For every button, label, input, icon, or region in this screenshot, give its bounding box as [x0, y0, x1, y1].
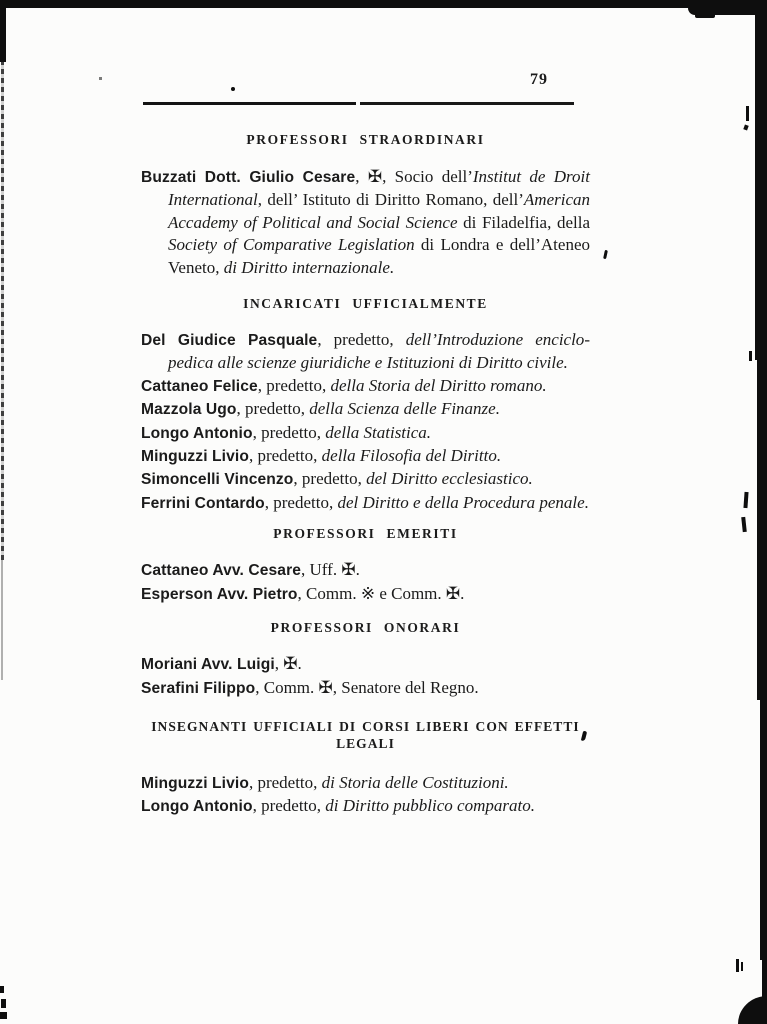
scan-speck: [743, 492, 748, 508]
entry-name: Serafini Filippo: [141, 679, 256, 697]
scan-speck: [743, 124, 748, 130]
entry-list: [141, 166, 590, 279]
entry-subject: di Diritto pubblico comparato.: [325, 796, 535, 816]
entry: [141, 583, 590, 606]
entry: [141, 422, 590, 445]
section-heading: INSEGNANTI UFFICIALI DI CORSI LIBERI CON EFFETTI LEGALI: [151, 718, 580, 751]
entry-subject: Institut de Droit International: [168, 167, 590, 210]
page-content: [141, 70, 590, 819]
entry-subject: di Diritto internazionale.: [223, 257, 395, 277]
scan-speck: [0, 1012, 7, 1019]
entry-plain: , predetto,: [252, 796, 326, 816]
entry-plain: , predetto,: [293, 469, 367, 489]
section: [141, 131, 590, 279]
scan-speck: [99, 77, 102, 80]
entry-subject: della Statistica.: [325, 422, 432, 442]
entry-plain: , predetto,: [252, 422, 326, 442]
entry-plain: , ✠, Socio dell’: [355, 167, 473, 186]
entry-name: Ferrini Contardo: [141, 494, 265, 512]
entry-plain: , predetto,: [248, 446, 322, 466]
scan-edge-left: [0, 0, 6, 62]
section-heading: PROFESSORI EMERITI: [273, 526, 458, 542]
entry-name: Moriani Avv. Luigi: [141, 656, 275, 674]
entry: [141, 375, 590, 398]
entry: [141, 559, 590, 582]
entry: [141, 468, 590, 491]
entry-subject: della Storia del Diritto romano.: [330, 375, 547, 395]
entry: [141, 445, 590, 468]
entry-name: Minguzzi Livio: [141, 448, 249, 466]
entry-name: Cattaneo Felice: [141, 377, 258, 395]
scan-edge-left-line: [1, 560, 3, 680]
entry-name: Esperson Avv. Pietro: [141, 585, 298, 603]
page-number: 79: [530, 71, 548, 88]
scan-speck: [746, 106, 749, 121]
entry: [141, 398, 590, 421]
entry-plain: , ✠.: [274, 654, 302, 674]
entry-plain: , Comm. ※ e Comm. ✠.: [297, 583, 465, 603]
entry-plain: , predetto,: [236, 399, 310, 419]
entry-name: Buzzati Dott. Giulio Cesare: [141, 169, 356, 186]
sections: [141, 131, 590, 819]
entry-name: Del Giudice Pasquale: [141, 332, 318, 350]
entry-subject: del Diritto ecclesiastico.: [366, 469, 533, 489]
entry-list: [141, 653, 590, 700]
scan-edge-right: [755, 0, 767, 360]
entry-name: Simoncelli Vincenzo: [141, 471, 294, 489]
scan-edge-right: [757, 360, 767, 700]
entry-plain: , predetto,: [248, 772, 322, 792]
scan-speck: [603, 250, 608, 259]
scan-edge-right: [760, 700, 767, 960]
entry: [141, 492, 590, 515]
entry: [141, 795, 590, 818]
entry-name: Minguzzi Livio: [141, 774, 249, 792]
scan-edge-top: [0, 0, 767, 8]
entry-subject: American Accademy of Political and Social Science: [168, 190, 590, 232]
scan-speck: [749, 351, 752, 361]
scan-speck: [741, 962, 743, 971]
scan-corner-blob: [738, 996, 767, 1024]
entry-name: Cattaneo Avv. Cesare: [141, 562, 302, 580]
entry-plain: , Uff. ✠.: [301, 560, 360, 580]
entry-subject: dell’Introduzione enciclopedica alle scienze giuridiche e Istituzioni di Diritto civile.: [168, 330, 590, 373]
entry-list: [141, 559, 590, 606]
section-heading: INCARICATI UFFICIALMENTE: [243, 296, 488, 312]
entry-name: Longo Antonio: [141, 424, 253, 442]
entry-list: [141, 772, 590, 819]
scan-edge-left-line: [1, 60, 4, 560]
entry-subject: della Filosofia del Diritto.: [321, 446, 502, 466]
entry: [141, 166, 590, 279]
entry: [141, 677, 590, 700]
entry-plain: , predetto,: [257, 375, 331, 395]
scan-speck: [741, 517, 747, 532]
entry-plain: di Londra e dell’Ateneo Veneto,: [168, 235, 590, 277]
entry-plain: , dell’ Istituto di Diritto Romano, dell’: [257, 190, 524, 210]
scan-speck: [231, 87, 235, 91]
entry-list: [141, 329, 590, 515]
section: [141, 525, 590, 606]
entry-name: Mazzola Ugo: [141, 401, 237, 419]
entry: [141, 772, 590, 795]
section: [141, 718, 590, 819]
entry: [141, 329, 590, 375]
scan-speck: [1, 999, 6, 1008]
scan-edge-top-tab: [695, 13, 715, 18]
section: [141, 619, 590, 700]
section: [141, 295, 590, 515]
section-heading: PROFESSORI ONORARI: [270, 620, 461, 636]
entry-plain: , predetto,: [264, 492, 338, 512]
scan-speck: [0, 986, 4, 993]
entry: [141, 653, 590, 676]
scan-speck: [736, 959, 739, 972]
entry-plain: , predetto,: [317, 330, 406, 350]
entry-subject: del Diritto e della Procedura penale.: [337, 492, 589, 512]
entry-plain: di Filadelfia, della: [457, 212, 590, 232]
entry-subject: della Scienza delle Finanze.: [309, 399, 500, 419]
section-heading: PROFESSORI STRAORDINARI: [246, 132, 485, 147]
entry-subject: di Storia delle Costituzioni.: [321, 772, 509, 792]
entry-plain: , Comm. ✠, Senatore del Regno.: [255, 677, 479, 697]
header-rule: [143, 102, 574, 105]
entry-subject: Society of Comparative Legislation: [168, 235, 415, 255]
entry-name: Longo Antonio: [141, 798, 253, 816]
